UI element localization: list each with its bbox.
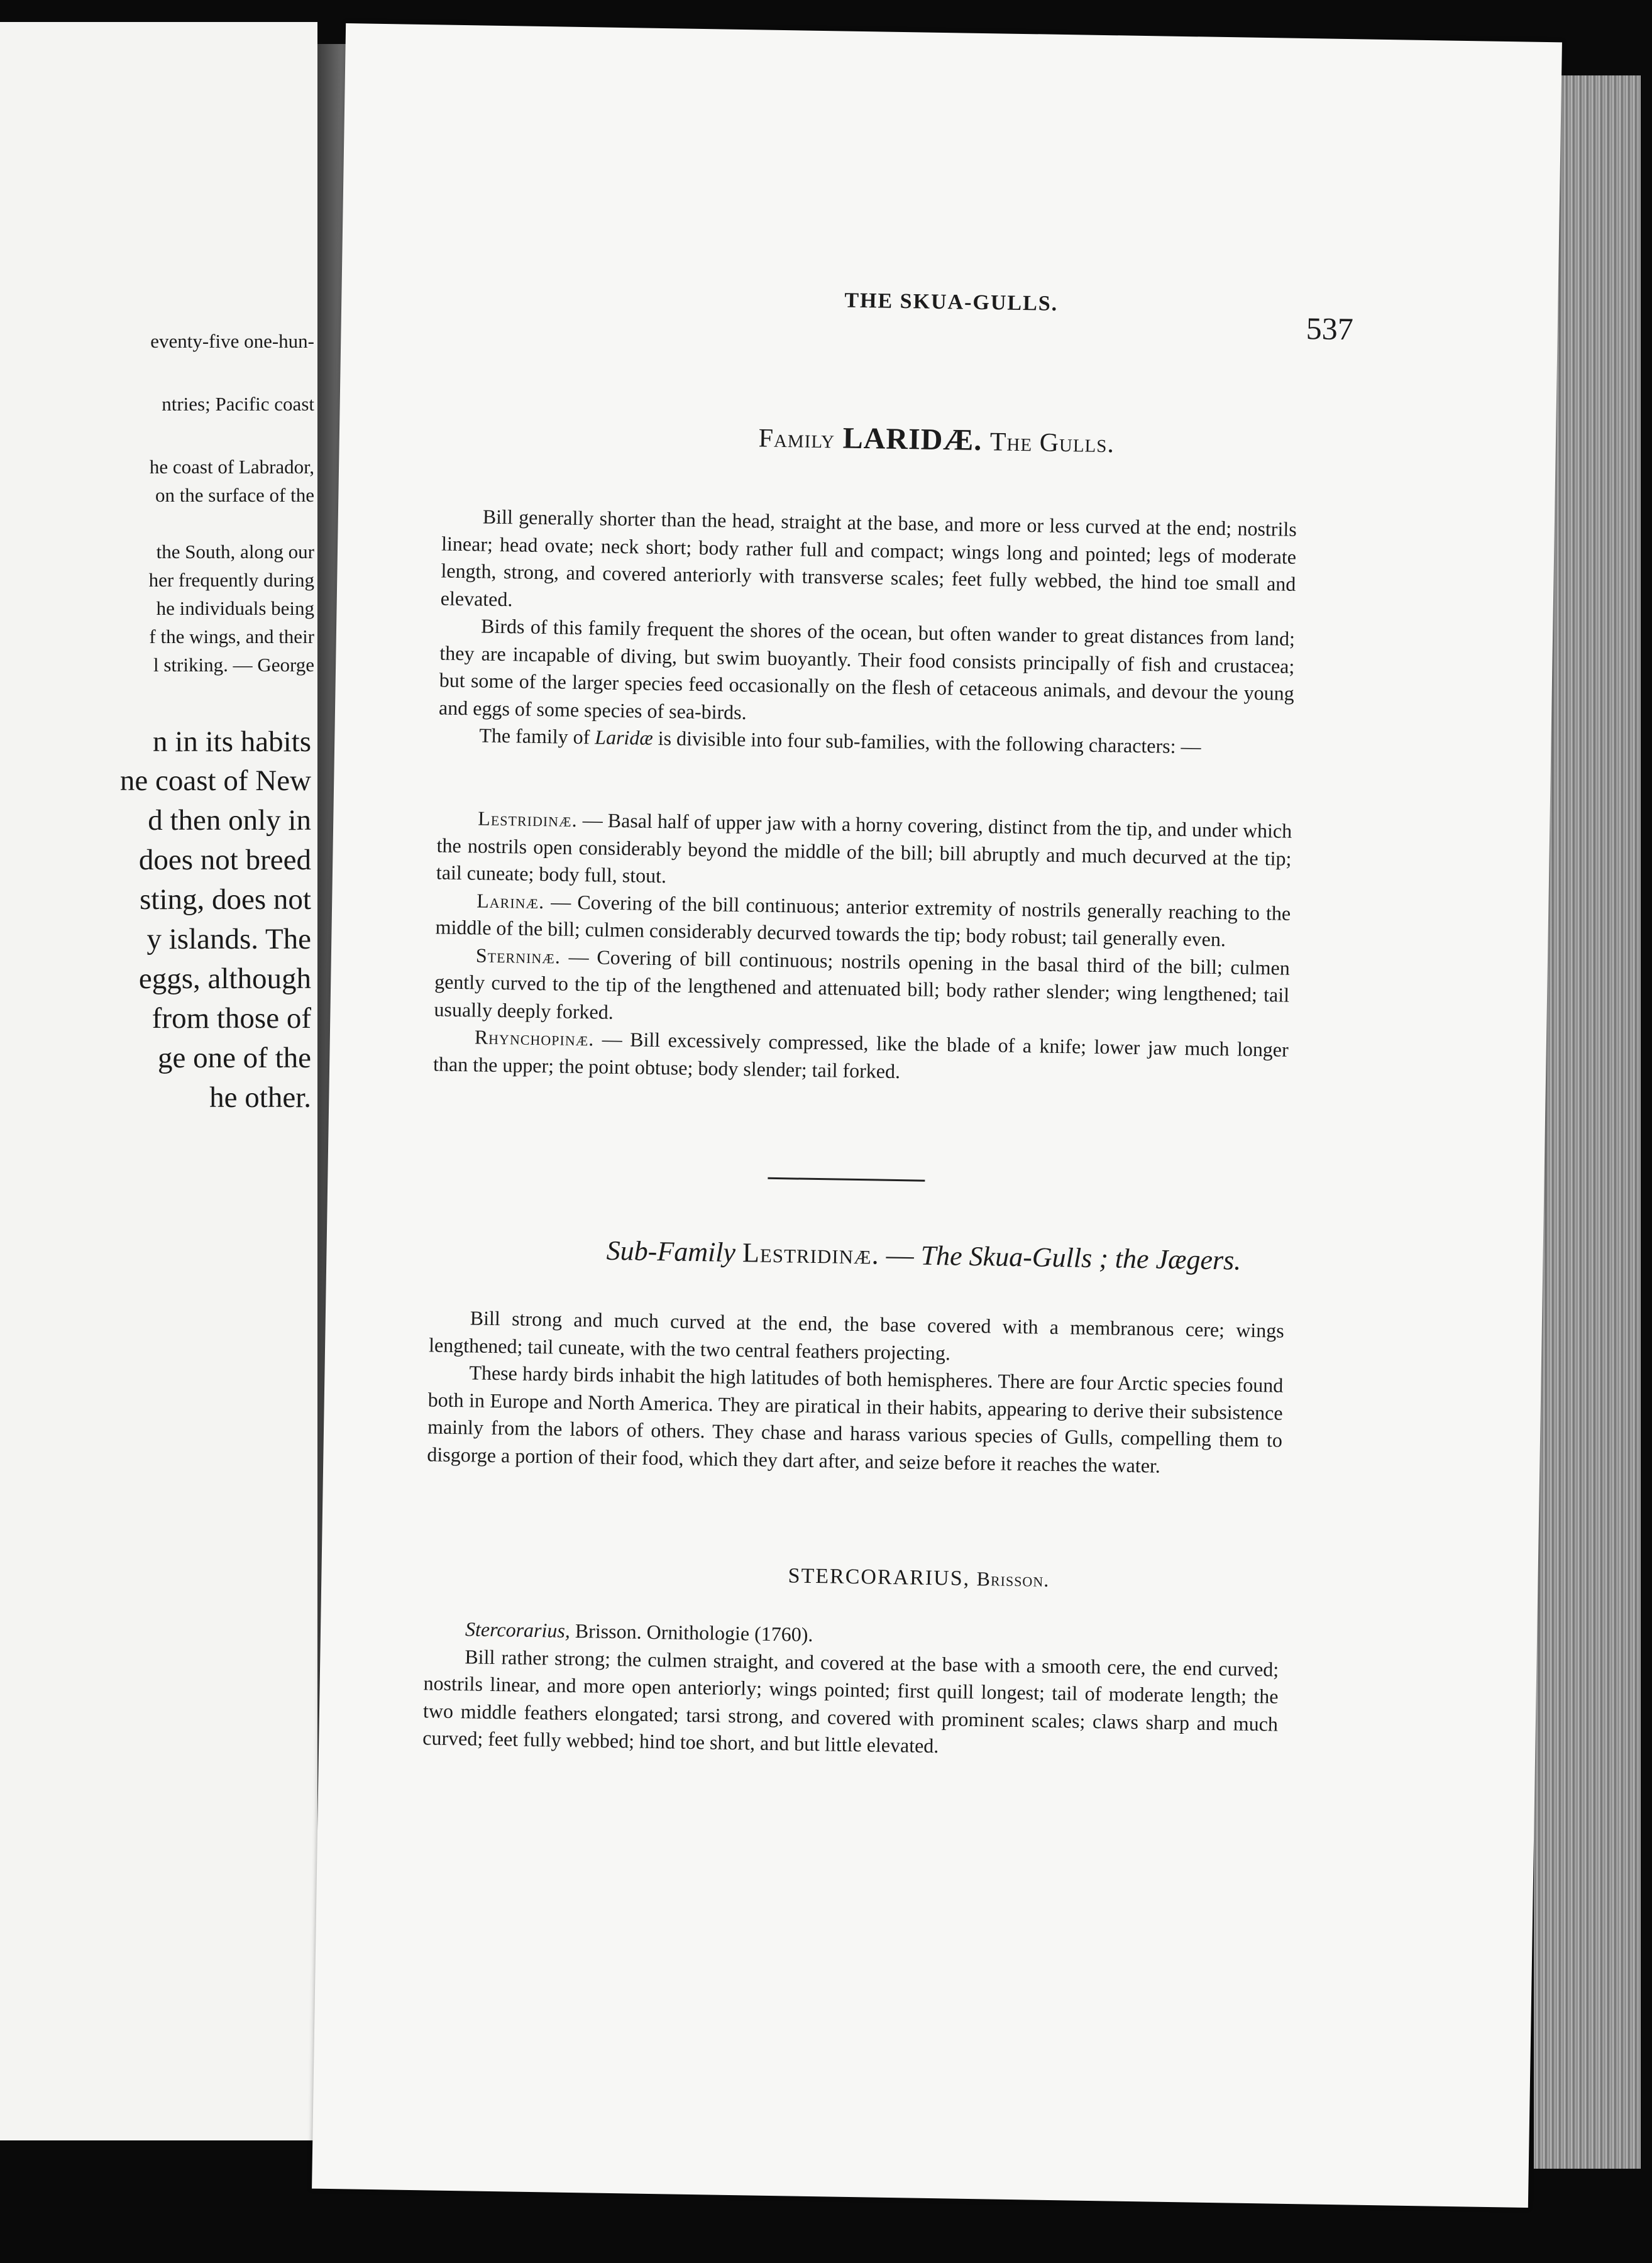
subfamily-heading — [421, 1231, 1427, 1279]
left-page-line: d then only in — [148, 804, 311, 837]
left-page-line: n in its habits — [153, 725, 311, 758]
section-divider — [768, 1177, 925, 1182]
genus-reference-italic: Stercorarius, — [465, 1617, 571, 1642]
paragraph: Bill strong and much curved at the end, the base covered with a membranous cere; wings lengthened; tail cuneate, with the two central feathers projecting. — [428, 1306, 1284, 1364]
family-description — [438, 503, 1297, 763]
left-page-line: does not breed — [138, 844, 311, 876]
paragraph: Birds of this family frequent the shores of the ocean, but often wander to great distances from land; they are incapable of diving, but swim buoyantly. Their food consists principally of fish and crustacea; but some of the larger species feed occasionally on the flesh of cetaceous animals, and devour the young and eggs of some species of sea-birds. — [438, 614, 1296, 724]
division-intro-italic: Laridæ — [595, 725, 654, 749]
family-heading-prefix: Family — [758, 424, 835, 454]
subfamily-list — [433, 804, 1292, 1091]
subfamily-text: — Covering of bill continuous; nostrils opening in the basal third of the bill; culmen gently curved to the tip of the lengthened and attenuated bill; body rather slender; wing lengthened; tail usually deeply forked. — [434, 945, 1291, 1023]
left-page-line: ne coast of New — [119, 764, 311, 797]
right-page — [312, 23, 1562, 2208]
left-page-line: ge one of the — [157, 1042, 311, 1074]
genus-reference-rest: Brisson. Ornithologie (1760). — [570, 1619, 813, 1646]
left-page-line: f the wings, and their — [149, 625, 314, 647]
running-head: THE SKUA-GULLS. — [844, 289, 1059, 316]
page-content — [312, 23, 1562, 2208]
genus-description — [422, 1615, 1279, 1765]
subfamily-text: — Bill excessively compressed, like the blade of a knife; lower jaw much longer than the upper; the point obtuse; body slender; tail forked. — [432, 1027, 1289, 1082]
left-page-line: eggs, although — [138, 962, 311, 995]
family-heading-common: The Gulls. — [989, 427, 1115, 459]
left-page-line: ntries; Pacific coast — [162, 393, 314, 415]
genus-heading-author: Brisson. — [976, 1567, 1050, 1591]
page-number: 537 — [1306, 311, 1354, 347]
genus-heading — [416, 1558, 1421, 1598]
subfamily-name: Lestridinæ. — [478, 807, 578, 831]
left-page-line: he other. — [209, 1081, 311, 1114]
subfamily-description — [427, 1304, 1284, 1481]
left-page-line: her frequently during — [148, 569, 314, 591]
subfamily-heading-common: The Skua-Gulls ; the Jægers. — [920, 1240, 1242, 1276]
left-page-line: he coast of Labrador, — [149, 456, 314, 478]
paragraph: Bill generally shorter than the head, straight at the base, and more or less curved at the end; nostrils linear; head ovate; neck short; body rather full and compact; wings long and pointed; legs of moderate length, strong, and covered anteriorly with transverse scales; feet fully webbed, the hind toe small and elevated. — [440, 505, 1297, 610]
left-page-line: l striking. — George — [153, 654, 314, 676]
paragraph: Bill rather strong; the culmen straight, and covered at the base with a smooth cere, the end curved; nostrils linear, and more open anteriorly; wings pointed; first quill longest; tail of moderate length; the two middle feathers elongated; tarsi strong, and covered with prominent scales; claws sharp and much curved; feet fully webbed; hind toe short, and but little elevated. — [422, 1644, 1279, 1758]
subfamily-name: Larinæ. — [476, 889, 545, 913]
subfamily-name: Sterninæ. — [475, 944, 561, 968]
left-page-line: on the surface of the — [155, 484, 314, 506]
family-heading-name: LARIDÆ. — [842, 421, 983, 457]
division-intro-after: is divisible into four sub-families, with the following characters: — — [653, 726, 1201, 758]
subfamily-heading-name: Lestridinæ. — [742, 1237, 880, 1270]
division-intro-before: The family of — [479, 724, 595, 749]
left-page-line: y islands. The — [146, 923, 311, 955]
left-page-line: eventy-five one-hun- — [150, 330, 314, 352]
subfamily-heading-prefix: Sub-Family — [606, 1235, 736, 1268]
left-page-line: from those of — [151, 1002, 311, 1035]
subfamily-entry — [436, 804, 1292, 900]
left-page-line: he individuals being — [156, 597, 314, 619]
subfamily-text: — Basal half of upper jaw with a horny covering, distinct from the tip, and under which the nostrils open considerably beyond the middle of the bill; bill abruptly and much decurved at the tip; tail cuneate; body full, stout. — [436, 808, 1292, 888]
subfamily-text: — Covering of the bill continuous; anterior extremity of nostrils generally reaching to the middle of the bill; culmen considerably decurved towards the tip; body robust; tail generally even. — [435, 889, 1291, 951]
genus-heading-name: STERCORARIUS, — [788, 1564, 971, 1590]
subfamily-heading-dash: — — [879, 1239, 922, 1271]
paragraph: These hardy birds inhabit the high latitudes of both hemispheres. There are four Arctic species found both in Europe and North America. They are piratical in their habits, appearing to derive their subsistence mainly from the labors of others. They chase and harass various species of Gulls, compelling them to disgorge a portion of their food, which they dart after, and seize before it reaches the water. — [427, 1361, 1284, 1477]
subfamily-entry — [434, 941, 1290, 1037]
subfamily-name: Rhynchopinæ. — [474, 1025, 595, 1050]
left-page-line: sting, does not — [140, 883, 311, 916]
family-heading — [434, 414, 1440, 465]
left-facing-page — [0, 22, 317, 2140]
left-page-line: the South, along our — [156, 541, 314, 563]
